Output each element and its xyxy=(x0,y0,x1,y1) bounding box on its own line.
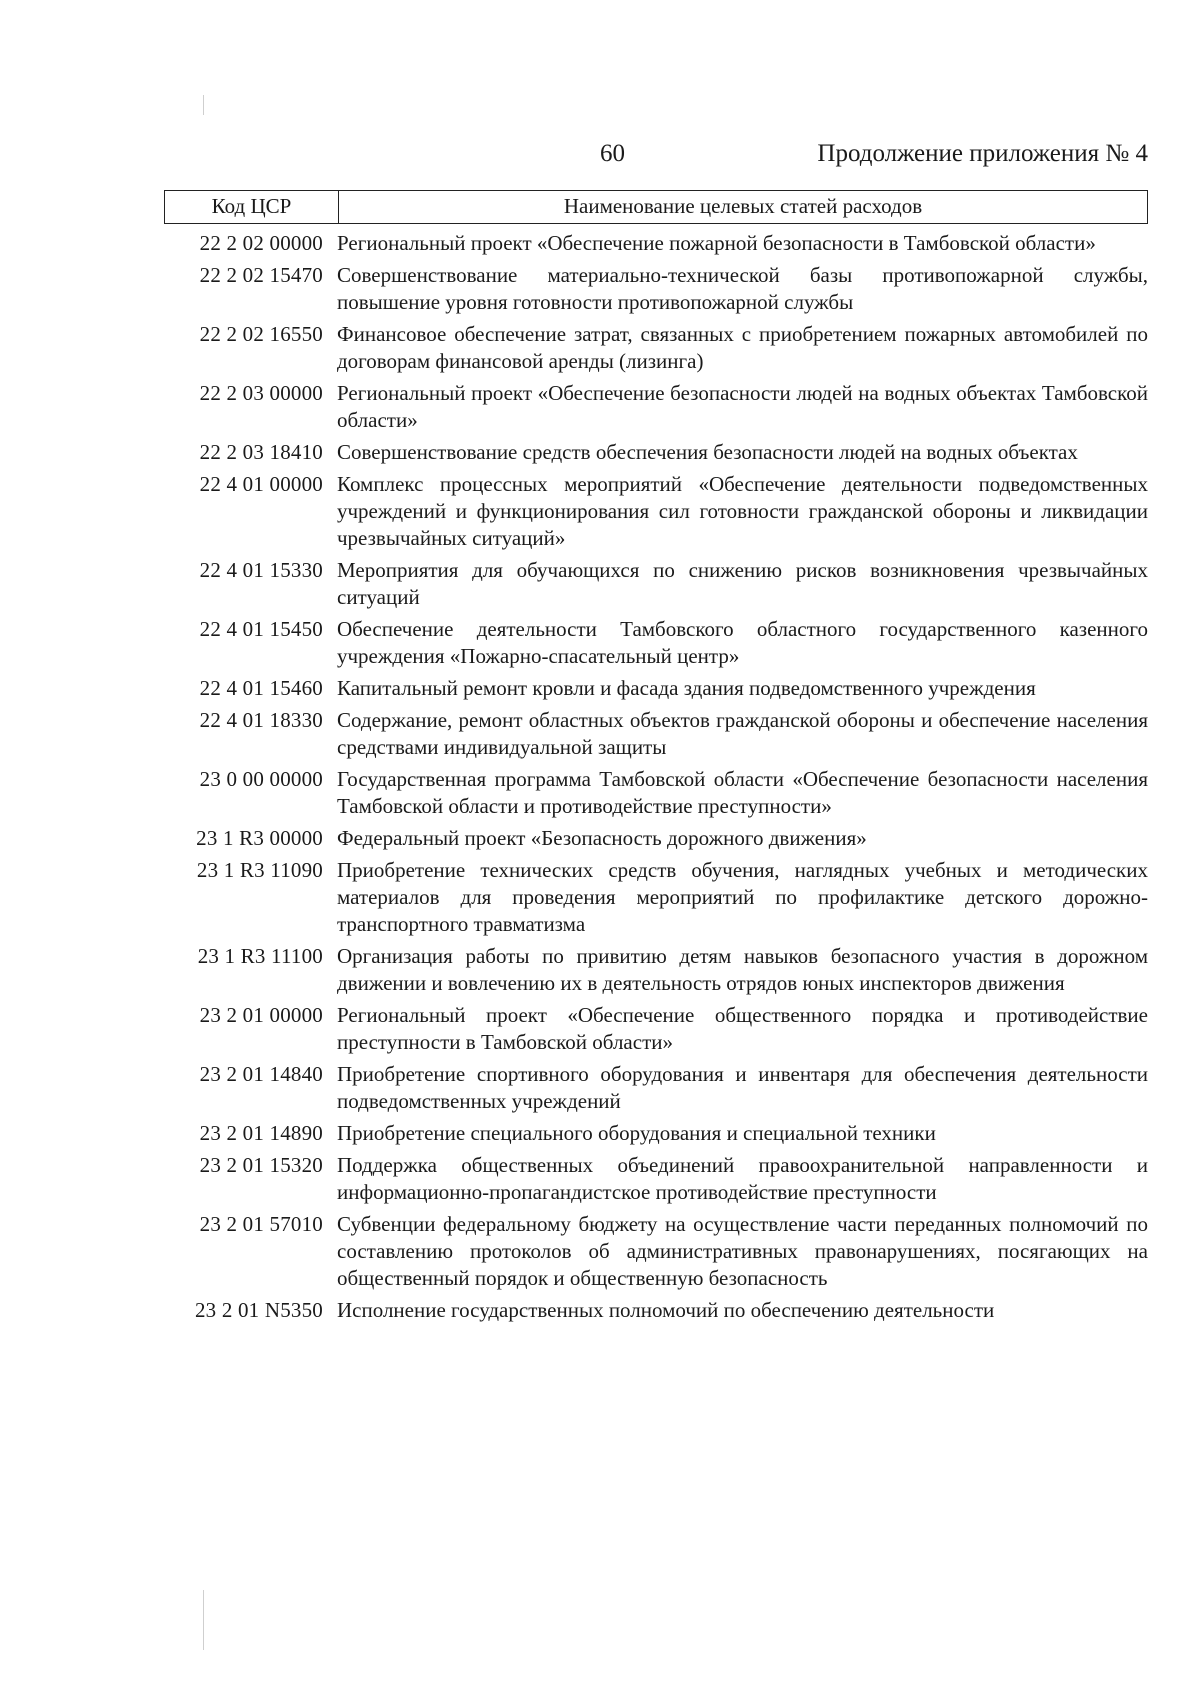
row-name: Совершенствование материально-технической базы противопожарной службы, повышение уровня готовности противопожарной службы xyxy=(337,263,1148,314)
row-code: 22 2 02 15470 xyxy=(199,263,323,287)
row-name: Федеральный проект «Безопасность дорожного движения» xyxy=(337,826,867,850)
scan-margin-mark xyxy=(203,95,204,115)
table-row xyxy=(164,825,1148,852)
table-row xyxy=(164,1297,1148,1324)
row-name: Комплекс процессных мероприятий «Обеспечение деятельности подведомственных учреждений и функционирования сил готовности гражданской обороны и ликвидации чрезвычайных ситуаций» xyxy=(337,472,1148,550)
row-code: 23 1 R3 00000 xyxy=(196,826,323,850)
row-name: Исполнение государственных полномочий по обеспечению деятельности xyxy=(337,1298,995,1322)
row-name: Капитальный ремонт кровли и фасада здания подведомственного учреждения xyxy=(337,676,1036,700)
row-name: Финансовое обеспечение затрат, связанных с приобретением пожарных автомобилей по договорам финансовой аренды (лизинга) xyxy=(337,322,1148,373)
row-code: 22 4 01 18330 xyxy=(199,708,323,732)
table-row xyxy=(164,675,1148,702)
row-name: Совершенствование средств обеспечения безопасности людей на водных объектах xyxy=(337,440,1078,464)
row-code: 23 1 R3 11090 xyxy=(196,858,323,882)
table-row xyxy=(164,707,1148,761)
row-code: 23 2 01 14840 xyxy=(199,1062,323,1086)
table-row xyxy=(164,943,1148,997)
column-header-code: Код ЦСР xyxy=(165,191,339,223)
table-row xyxy=(164,230,1148,257)
table-row xyxy=(164,557,1148,611)
row-code: 22 2 03 18410 xyxy=(199,440,323,464)
row-code: 23 2 01 15320 xyxy=(199,1153,323,1177)
row-code: 23 1 R3 11100 xyxy=(197,944,323,968)
table-row xyxy=(164,857,1148,938)
row-name: Приобретение специального оборудования и специальной техники xyxy=(337,1121,936,1145)
column-header-name: Наименование целевых статей расходов xyxy=(563,194,923,218)
row-name: Региональный проект «Обеспечение безопасности людей на водных объектах Тамбовской области» xyxy=(337,381,1148,432)
row-code: 23 2 01 N5350 xyxy=(194,1298,323,1322)
row-code: 22 4 01 15460 xyxy=(199,676,323,700)
scan-margin-mark xyxy=(203,1590,204,1650)
row-code: 22 2 03 00000 xyxy=(199,381,323,405)
row-code: 22 4 01 15330 xyxy=(199,558,323,582)
row-name: Обеспечение деятельности Тамбовского областного государственного казенного учреждения «Пожарно-спасательный центр» xyxy=(337,617,1148,668)
table-row xyxy=(164,1152,1148,1206)
row-name: Мероприятия для обучающихся по снижению рисков возникновения чрезвычайных ситуаций xyxy=(337,558,1148,609)
table-row xyxy=(164,321,1148,375)
row-code: 23 2 01 57010 xyxy=(199,1212,323,1236)
row-name: Организация работы по привитию детям навыков безопасного участия в дорожном движении и вовлечению их в деятельность отрядов юных инспекторов движения xyxy=(337,944,1148,995)
row-code: 22 4 01 15450 xyxy=(199,617,323,641)
page-number: 60 xyxy=(600,140,625,167)
table-row xyxy=(164,380,1148,434)
row-code: 22 2 02 16550 xyxy=(199,322,323,346)
table-row xyxy=(164,616,1148,670)
table-row xyxy=(164,1002,1148,1056)
row-name: Приобретение спортивного оборудования и инвентаря для обеспечения деятельности подведомственных учреждений xyxy=(337,1062,1148,1113)
row-name: Региональный проект «Обеспечение пожарной безопасности в Тамбовской области» xyxy=(337,231,1096,255)
row-name: Приобретение технических средств обучения, наглядных учебных и методических материалов для проведения мероприятий по профилактике детского дорожно-транспортного травматизма xyxy=(337,858,1148,936)
row-name: Поддержка общественных объединений правоохранительной направленности и информационно-пропагандистское противодействие преступности xyxy=(337,1153,1148,1204)
table-row xyxy=(164,1120,1148,1147)
row-code: 23 0 00 00000 xyxy=(199,767,323,791)
table-row xyxy=(164,766,1148,820)
row-code: 22 2 02 00000 xyxy=(199,231,323,255)
row-name: Региональный проект «Обеспечение общественного порядка и противодействие преступности в Тамбовской области» xyxy=(337,1003,1148,1054)
table-row xyxy=(164,471,1148,552)
table-header xyxy=(164,190,1148,224)
table-row xyxy=(164,1211,1148,1292)
row-name: Субвенции федеральному бюджету на осуществление части переданных полномочий по составлению протоколов об административных правонарушениях, посягающих на общественный порядок и общественную безопасность xyxy=(337,1212,1148,1290)
table-row xyxy=(164,262,1148,316)
row-code: 23 2 01 00000 xyxy=(199,1003,323,1027)
table-body xyxy=(164,230,1148,1329)
appendix-title: Продолжение приложения № 4 xyxy=(817,140,1148,167)
row-name: Государственная программа Тамбовской области «Обеспечение безопасности населения Тамбовской области и противодействие преступности» xyxy=(337,767,1148,818)
row-code: 22 4 01 00000 xyxy=(199,472,323,496)
row-code: 23 2 01 14890 xyxy=(199,1121,323,1145)
table-row xyxy=(164,439,1148,466)
row-name: Содержание, ремонт областных объектов гражданской обороны и обеспечение населения средствами индивидуальной защиты xyxy=(337,708,1148,759)
table-row xyxy=(164,1061,1148,1115)
